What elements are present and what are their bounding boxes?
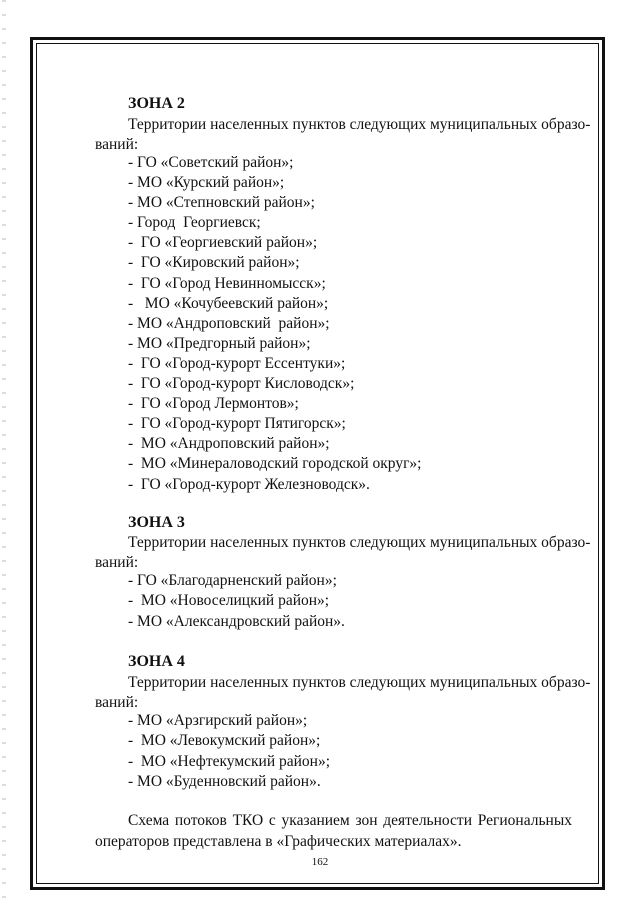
zone2-list-item: - ГО «Город-курорт Кисловодск»; xyxy=(128,375,355,393)
zone4-list-item: - МО «Буденновский район». xyxy=(128,772,321,790)
zone4-heading: ЗОНА 4 xyxy=(128,653,185,670)
zone4-intro-line1: Территории населенных пунктов следующих муниципальных образо- xyxy=(128,674,591,691)
zone3-list-item: - МО «Новоселицкий район»; xyxy=(128,592,330,610)
zone2-list-item: - МО «Андроповский район»; xyxy=(128,435,330,453)
zone3-list-item: - МО «Александровский район». xyxy=(128,612,345,630)
zone3-intro-line2: ваний: xyxy=(95,554,139,571)
zone2-municipality-list xyxy=(128,153,422,495)
zone2-list-item: - ГО «Георгиевский район»; xyxy=(128,234,318,252)
zone3-list-item: - ГО «Благодарненский район»; xyxy=(128,572,337,589)
zone2-list-item: - ГО «Кировский район»; xyxy=(128,254,300,272)
zone2-list-item: - ГО «Город-курорт Пятигорск»; xyxy=(128,415,346,433)
zone4-list-item: - МО «Нефтекумский район»; xyxy=(128,752,331,770)
zone2-list-item: - МО «Курский район»; xyxy=(128,174,285,192)
zone2-list-item: - МО «Предгорный район»; xyxy=(128,334,311,352)
zone3-municipality-list xyxy=(128,571,345,632)
zone2-list-item: - ГО «Город Лермонтов»; xyxy=(128,395,299,413)
zone4-list-item: - МО «Левокумский район»; xyxy=(128,732,321,750)
zone2-heading: ЗОНА 2 xyxy=(128,95,185,112)
scheme-paragraph-line1: Схема потоков ТКО с указанием зон деятельности Региональных xyxy=(128,812,572,829)
zone2-list-item: - ГО «Город-курорт Ессентуки»; xyxy=(128,354,346,372)
zone2-list-item: - МО «Степновский район»; xyxy=(128,194,315,212)
zone4-list-item: - МО «Арзгирский район»; xyxy=(128,712,308,729)
zone2-list-item: - ГО «Город Невинномысск»; xyxy=(128,274,326,292)
zone2-list-item: - МО «Андроповский район»; xyxy=(128,314,330,332)
zone3-heading: ЗОНА 3 xyxy=(128,514,185,531)
zone4-municipality-list xyxy=(128,711,330,792)
zone2-list-item: - ГО «Город-курорт Железноводск». xyxy=(128,475,370,493)
zone2-list-item: - ГО «Советский район»; xyxy=(128,154,294,171)
zone4-intro-line2: ваний: xyxy=(95,694,139,711)
page-number: 162 xyxy=(311,856,329,868)
zone3-intro-line1: Территории населенных пунктов следующих муниципальных образо- xyxy=(128,534,591,551)
zone2-intro-line1: Территории населенных пунктов следующих муниципальных образо- xyxy=(128,116,591,133)
zone2-list-item: - Город Георгиевск; xyxy=(128,214,261,232)
zone2-intro-line2: ваний: xyxy=(95,136,139,153)
zone2-list-item: - МО «Кочубеевский район»; xyxy=(128,294,329,312)
scheme-paragraph-line2: операторов представлена в «Графических материалах». xyxy=(95,833,462,850)
zone2-list-item: - МО «Минераловодский городской округ»; xyxy=(128,455,422,473)
